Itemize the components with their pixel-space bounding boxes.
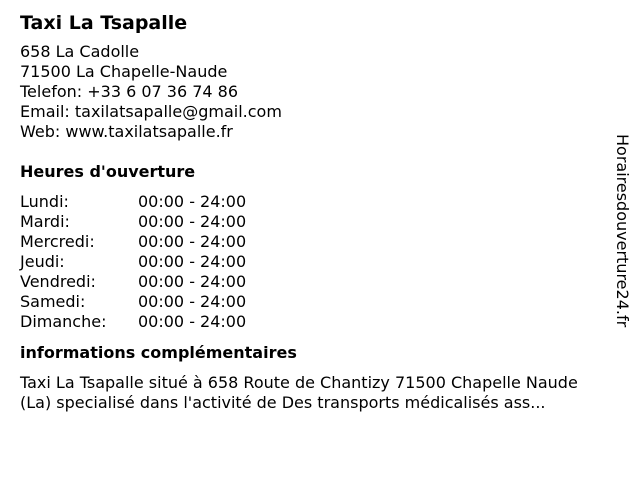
- website-link[interactable]: Web: www.taxilatsapalle.fr: [20, 122, 233, 141]
- time-range: 00:00 - 24:00: [138, 292, 247, 311]
- day-label: Lundi:: [20, 192, 69, 211]
- site-watermark: Horairesdouverture24.fr: [613, 134, 632, 328]
- time-range: 00:00 - 24:00: [138, 312, 247, 331]
- additional-info-line-2: (La) specialisé dans l'activité de Des transports médicalisés ass...: [20, 393, 546, 412]
- business-card: [20, 10, 620, 413]
- address-street: 658 La Cadolle: [20, 42, 140, 61]
- phone-number[interactable]: Telefon: +33 6 07 36 74 86: [20, 82, 239, 101]
- email-address[interactable]: Email: taxilatsapalle@gmail.com: [20, 102, 282, 121]
- time-range: 00:00 - 24:00: [138, 212, 247, 231]
- hours-row-tuesday: [20, 212, 246, 232]
- additional-info-heading: informations complémentaires: [20, 343, 297, 362]
- time-range: 00:00 - 24:00: [138, 272, 247, 291]
- opening-hours-table: [20, 192, 246, 332]
- time-range: 00:00 - 24:00: [138, 192, 247, 211]
- business-name: Taxi La Tsapalle: [20, 12, 188, 34]
- day-label: Mardi:: [20, 212, 70, 231]
- day-label: Jeudi:: [20, 252, 65, 271]
- time-range: 00:00 - 24:00: [138, 232, 247, 251]
- additional-info-line-1: Taxi La Tsapalle situé à 658 Route de Chantizy 71500 Chapelle Naude: [20, 373, 578, 392]
- address-city: 71500 La Chapelle-Naude: [20, 62, 228, 81]
- hours-row-friday: [20, 272, 246, 292]
- time-range: 00:00 - 24:00: [138, 252, 247, 271]
- hours-row-wednesday: [20, 232, 246, 252]
- day-label: Vendredi:: [20, 272, 96, 291]
- day-label: Mercredi:: [20, 232, 95, 251]
- day-label: Dimanche:: [20, 312, 107, 331]
- hours-row-thursday: [20, 252, 246, 272]
- opening-hours-heading: Heures d'ouverture: [20, 162, 196, 181]
- day-label: Samedi:: [20, 292, 86, 311]
- hours-row-sunday: [20, 312, 246, 332]
- hours-row-saturday: [20, 292, 246, 312]
- hours-row-monday: [20, 192, 246, 212]
